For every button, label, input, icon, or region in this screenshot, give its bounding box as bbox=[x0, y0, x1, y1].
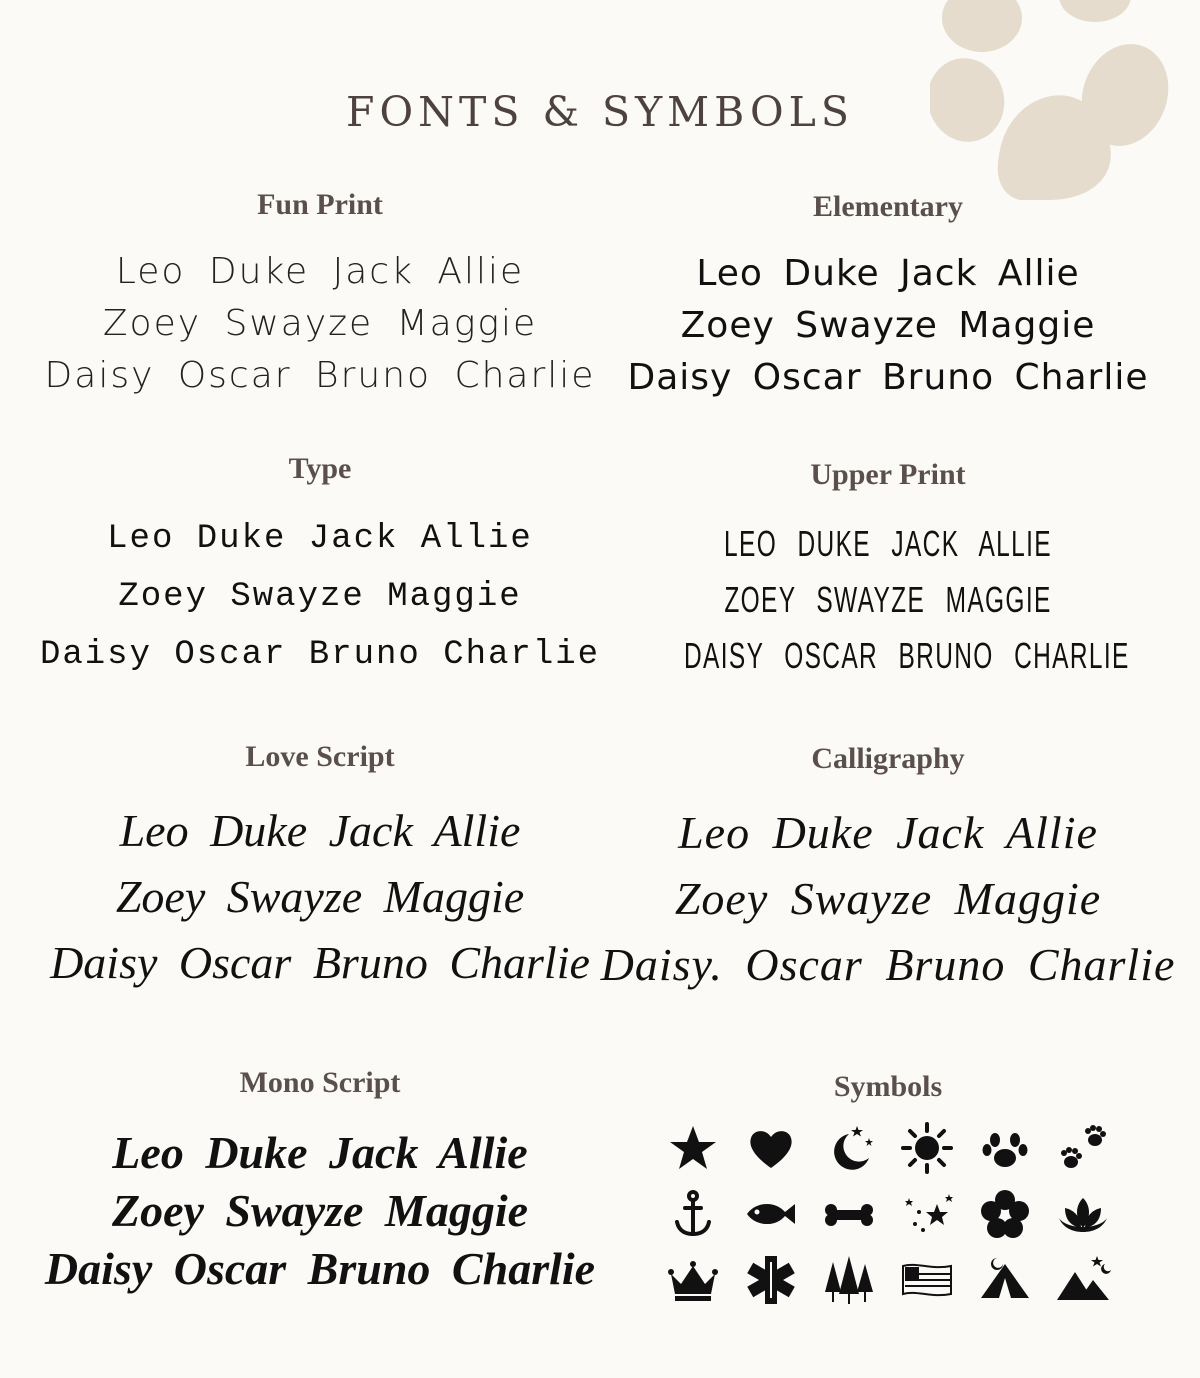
trees-icon bbox=[819, 1250, 879, 1310]
font-heading: Fun Print bbox=[257, 188, 383, 221]
font-heading: Elementary bbox=[813, 190, 963, 223]
font-section-elementary bbox=[588, 190, 1188, 404]
bone-icon bbox=[819, 1184, 879, 1244]
mountains-icon bbox=[1053, 1250, 1113, 1310]
fish-icon bbox=[741, 1184, 801, 1244]
font-sample-line: ZOEY SWAYZE MAGGIE bbox=[724, 579, 1052, 620]
font-sample-line: Zoey Swayze Maggie bbox=[680, 305, 1096, 346]
font-section-mono-script bbox=[20, 1066, 620, 1298]
font-heading: Type bbox=[288, 452, 352, 485]
paw-prints-icon bbox=[1053, 1118, 1113, 1178]
medical-star-icon bbox=[741, 1250, 801, 1310]
moon-stars-icon bbox=[819, 1118, 879, 1178]
font-heading: Calligraphy bbox=[811, 742, 965, 775]
star-icon bbox=[663, 1118, 723, 1178]
font-sample-line: Leo Duke Jack Allie bbox=[115, 251, 525, 292]
font-sample-line: LEO DUKE JACK ALLIE bbox=[724, 523, 1052, 564]
font-section-fun-print bbox=[20, 188, 620, 402]
font-sample-line: DAISY OSCAR BRUNO CHARLIE bbox=[684, 635, 1130, 676]
font-sample-line: Daisy Oscar Bruno Charlie bbox=[44, 1243, 596, 1294]
flag-icon bbox=[897, 1250, 957, 1310]
lotus-icon bbox=[1053, 1184, 1113, 1244]
font-sample-line: Leo Duke Jack Allie bbox=[119, 805, 521, 856]
font-sample-line: Daisy. Oscar Bruno Charlie bbox=[600, 939, 1176, 990]
tent-icon bbox=[975, 1250, 1035, 1310]
page-title: FONTS & SYMBOLS bbox=[346, 88, 854, 136]
font-section-love-script bbox=[20, 740, 620, 996]
font-heading: Mono Script bbox=[239, 1066, 401, 1099]
font-sample-line: Zoey Swayze Maggie bbox=[115, 871, 525, 922]
font-sample-line: Leo Duke Jack Allie bbox=[678, 807, 1098, 858]
font-heading: Upper Print bbox=[810, 458, 966, 491]
font-sample-line: Leo Duke Jack Allie bbox=[696, 253, 1080, 294]
symbols-section bbox=[588, 1070, 1188, 1310]
font-sample-line: Leo Duke Jack Allie bbox=[107, 520, 533, 558]
flower-icon bbox=[975, 1184, 1035, 1244]
crown-icon bbox=[663, 1250, 723, 1310]
font-sample-line: Daisy Oscar Bruno Charlie bbox=[627, 357, 1149, 398]
font-sample-line: Zoey Swayze Maggie bbox=[674, 873, 1102, 924]
stars-icon bbox=[897, 1184, 957, 1244]
font-heading: Love Script bbox=[245, 740, 395, 773]
font-section-calligraphy bbox=[588, 742, 1188, 998]
symbols-heading: Symbols bbox=[833, 1070, 943, 1103]
paw-icon bbox=[975, 1118, 1035, 1178]
font-sample-line: Zoey Swayze Maggie bbox=[118, 578, 522, 616]
sun-icon bbox=[897, 1118, 957, 1178]
font-sample-line: Daisy Oscar Bruno Charlie bbox=[44, 355, 596, 396]
font-sample-line: Zoey Swayze Maggie bbox=[102, 303, 538, 344]
font-sample-line: Zoey Swayze Maggie bbox=[111, 1185, 529, 1236]
font-section-type bbox=[20, 452, 620, 684]
symbols-grid bbox=[588, 1118, 1188, 1310]
font-sample-line: Leo Duke Jack Allie bbox=[112, 1127, 528, 1178]
heart-icon bbox=[741, 1118, 801, 1178]
font-sample-line: Daisy Oscar Bruno Charlie bbox=[39, 636, 601, 674]
anchor-icon bbox=[663, 1184, 723, 1244]
font-section-upper-print bbox=[588, 458, 1188, 684]
font-sample-line: Daisy Oscar Bruno Charlie bbox=[50, 937, 590, 988]
